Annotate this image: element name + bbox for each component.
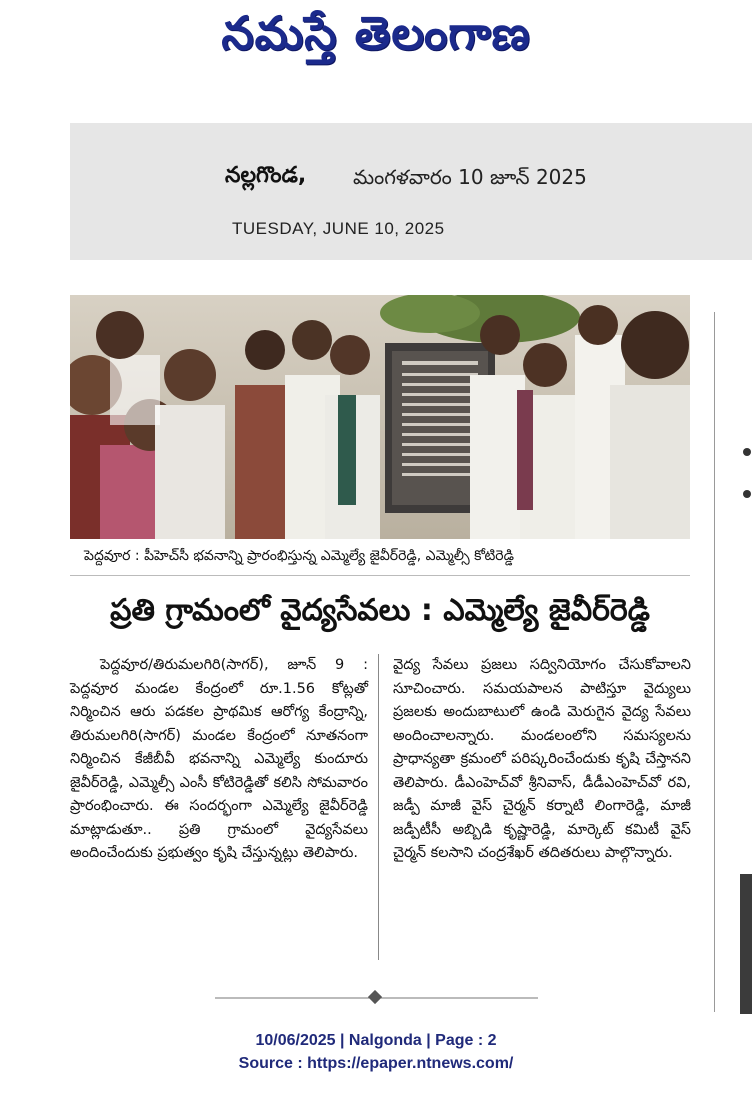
date-band [70,123,752,260]
footer-date-edition-page: 10/06/2025 | Nalgonda | Page : 2 [255,1032,497,1049]
masthead [0,0,752,78]
edition-city: నల్లగొండ, [225,163,307,188]
news-photo-illustration [70,295,690,539]
adjacent-column-rule [714,312,715,1012]
adjacent-photo-fragment [740,874,752,1014]
article-right-column: వైద్య సేవలు ప్రజలు సద్వినియోగం చేసుకోవాలని సూచించారు. సమయపాలన పాటిస్తూ వైద్యులు ప్రజలకు అందుబాటులో ఉండి మెరుగైన వైద్య సేవలు అందించాలన్నారు. మండలంలోని సమస్యలను ప్రాధాన్యతా క్రమంలో పరిష్కరించేందుకు కృషి చేస్తానని తెలిపారు. డీఎంహెచ్‌వో శ్రీనివాస్, డీడీఎంహెచ్‌వో రవి, జడ్పీ మాజీ వైస్ చైర్మన్ కర్నాటి లింగారెడ్డి, మాజీ జడ్పీటీసీ అబ్బిడి కృష్ణారెడ్డి, మార్కెట్ కమిటీ వైస్ చైర్మన్ కలసాని చంద్రశేఖర్ తదితరులు పాల్గొన్నారు. [393,657,691,861]
section-ornament-divider [215,990,538,1006]
footer-source-link[interactable]: Source : https://epaper.ntnews.com/ [238,1055,514,1072]
news-photo [70,295,690,539]
column-divider [378,654,379,960]
photo-caption: పెద్దవూర : పీహెచ్‌సీ భవనాన్ని ప్రారంభిస్తున్న ఎమ్మెల్యే జైవీర్‌రెడ్డి, ఎమ్మెల్సీ కోటిరెడ్డి [70,540,690,576]
article-left-column: పెద్దవూర/తిరుమలగిరి(సాగర్), జూన్ 9 : పెద్దవూర మండల కేంద్రంలో రూ.1.56 కోట్లతో నిర్మించిన ఆరు పడకల ప్రాథమిక ఆరోగ్య కేంద్రాన్ని, తిరుమలగిరి(సాగర్) మండల కేంద్రంలో నూతనంగా నిర్మించిన కేజీబీవీ భవనాన్ని ఎమ్మెల్యే కుందూరు జైవీర్‌రెడ్డి, ఎమ్మెల్సీ ఎంసీ కోటిరెడ్డితో కలిసి సోమవారం ప్రారంభించారు. ఈ సందర్భంగా ఎమ్మెల్యే జైవీర్‌రెడ్డి మాట్లాడుతూ.. ప్రతి గ్రామంలో వైద్యసేవలు అందించేందుకు ప్రభుత్వం కృషి చేస్తున్నట్లు తెలిపారు. [70,657,368,861]
adjacent-bullet-icon [743,448,751,456]
newspaper-title: నమస్తే తెలంగాణ [221,6,531,60]
telugu-date: మంగళవారం 10 జూన్ 2025 [353,165,587,189]
adjacent-bullet-icon [743,490,751,498]
headline: ప్రతి గ్రామంలో వైద్యసేవలు : ఎమ్మెల్యే జైవీర్‌రెడ్డి [110,593,650,628]
english-date: TUESDAY, JUNE 10, 2025 [232,219,445,238]
